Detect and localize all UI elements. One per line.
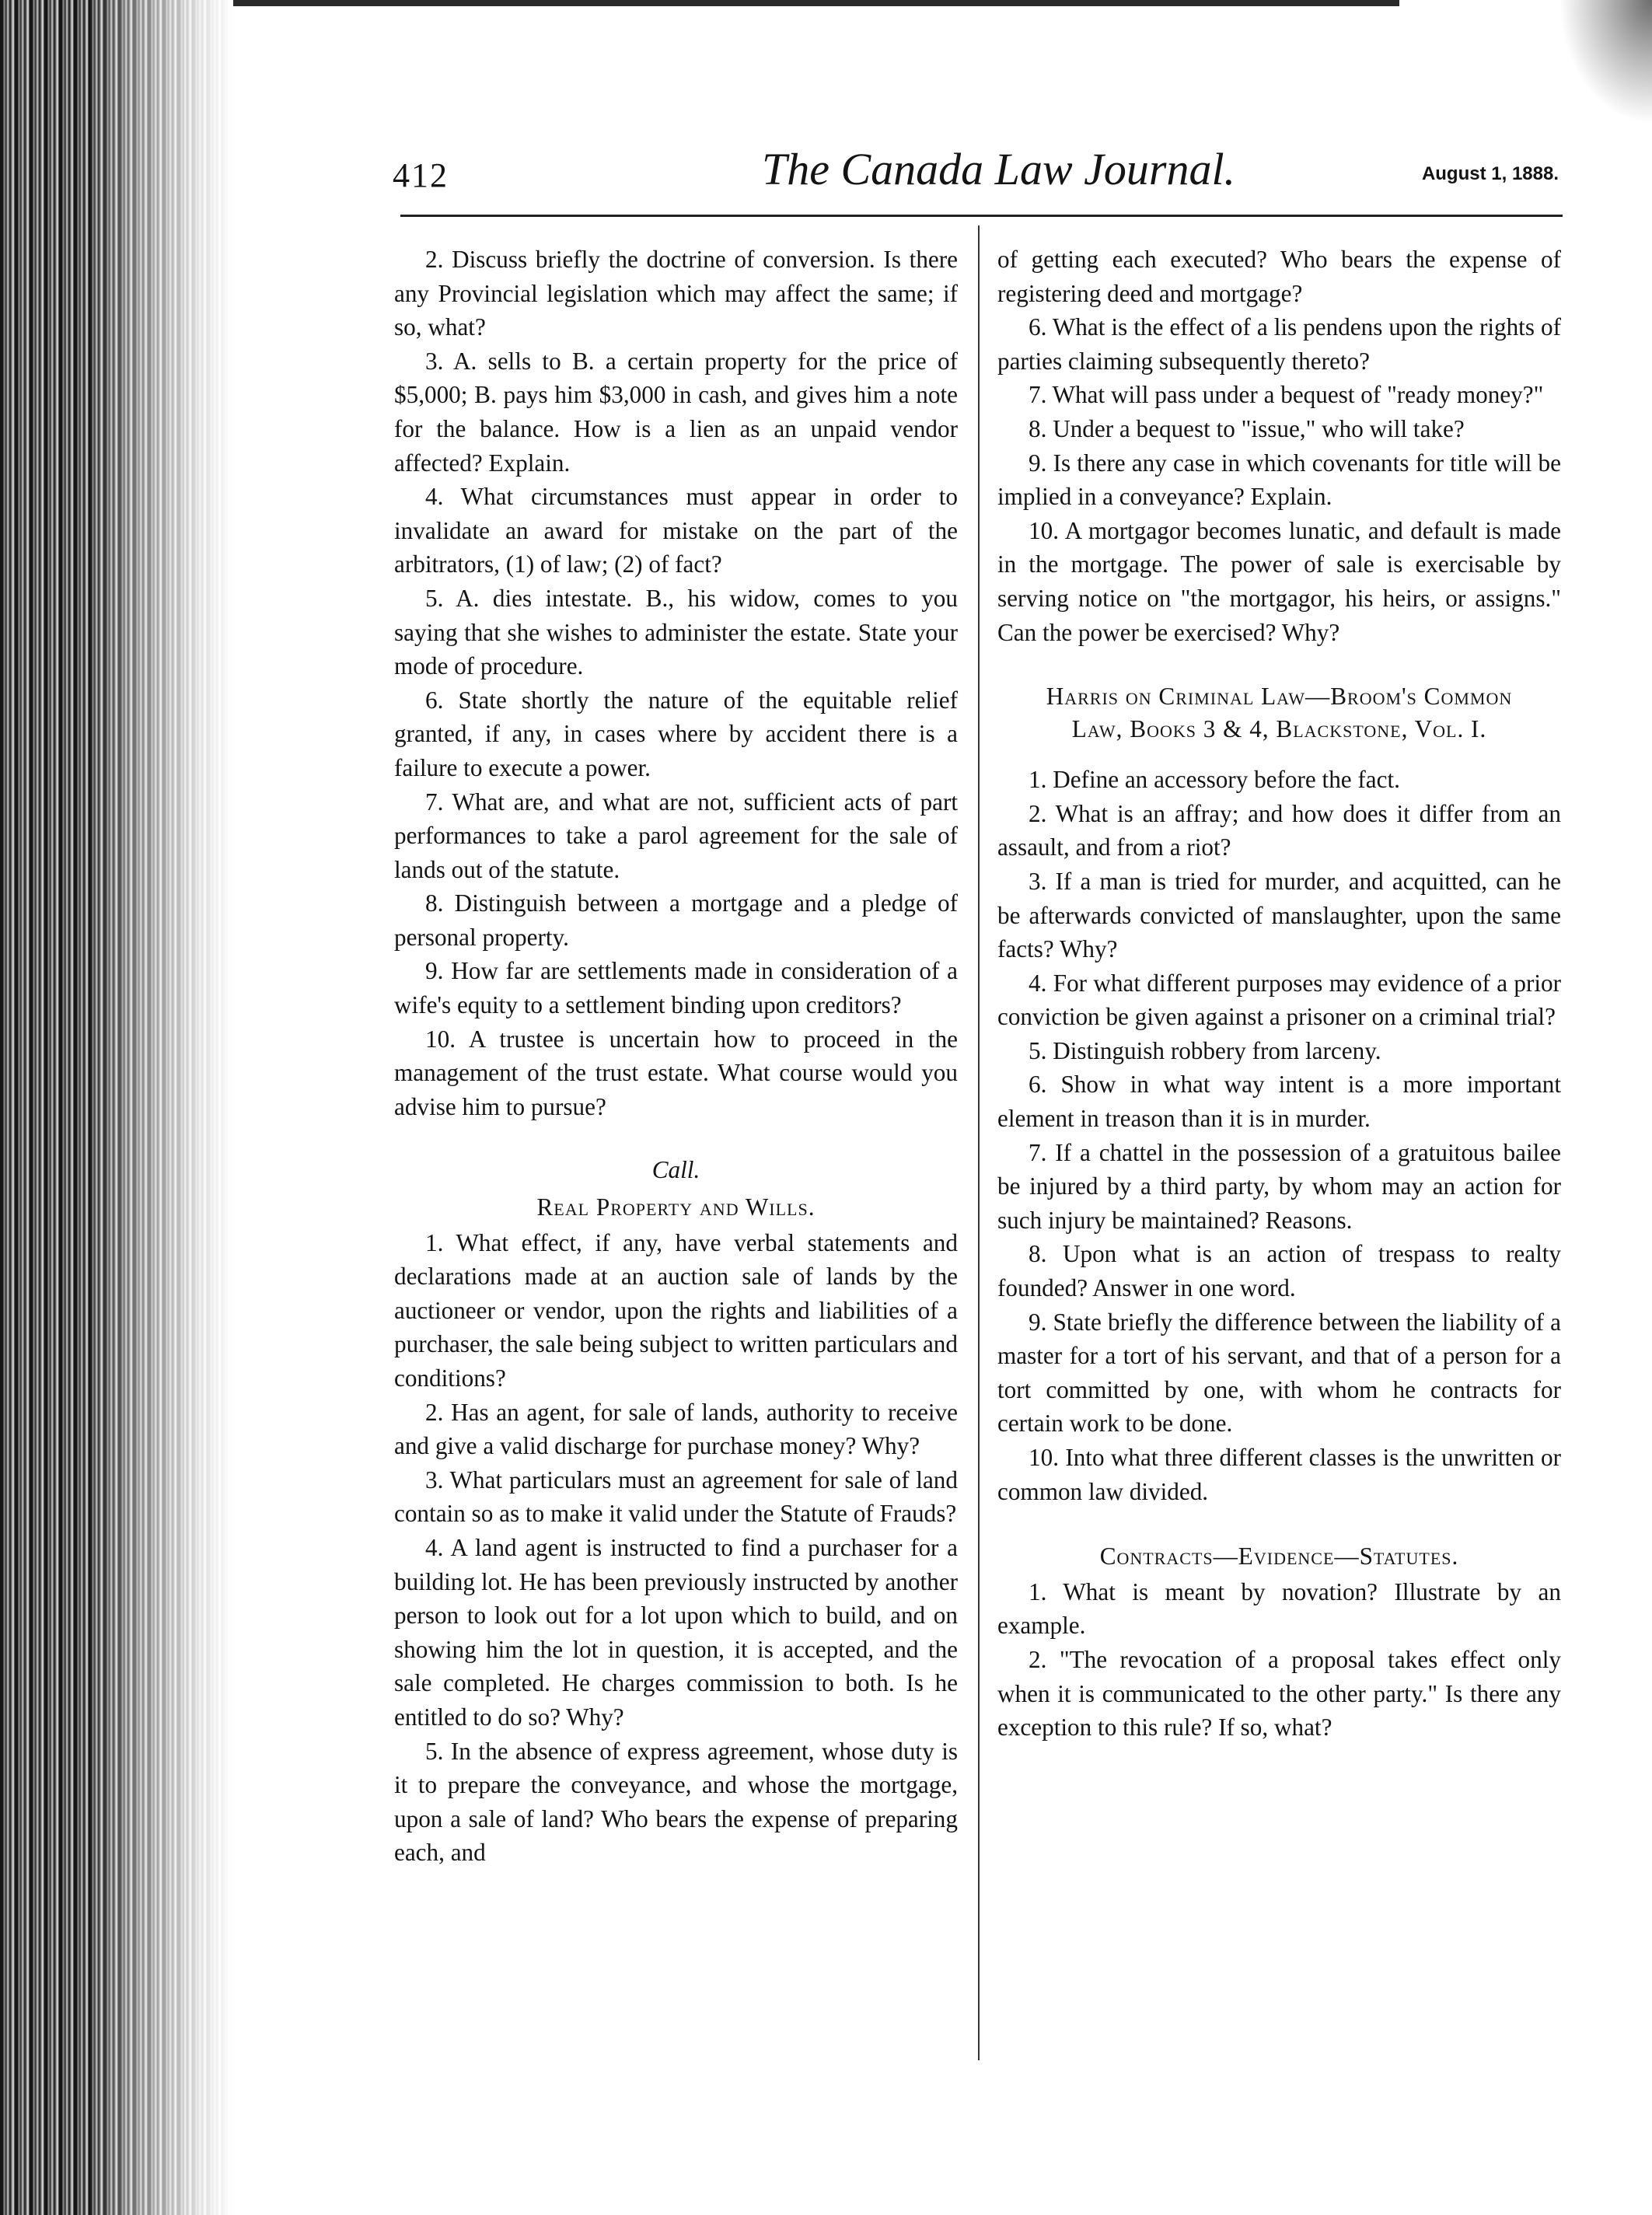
question-paragraph: 10. Into what three different classes is the unwritten or common law divided. [997, 1444, 1561, 1505]
question-paragraph: 6. Show in what way intent is a more important element in treason than it is in murder. [997, 1071, 1561, 1133]
question-paragraph: 5. In the absence of express agreement, whose duty is it to prepare the conveyance, and whose the mortgage, upon a sale of land? Who bears the expense of preparing each, and [394, 1737, 958, 1867]
question-paragraph: 9. Is there any case in which covenants for title will be implied in a conveyance? Explain. [997, 449, 1561, 511]
question-paragraph: 7. What are, and what are not, sufficient acts of part performances to take a parol agreement for the sale of lands out of the statute. [394, 788, 958, 883]
journal-title: The Canada Law Journal. [762, 144, 1236, 194]
page-number: 412 [393, 156, 449, 194]
page-corner-shadow [1559, 0, 1652, 124]
question-paragraph: 2. Has an agent, for sale of lands, authority to receive and give a valid discharge for purchase money? Why? [394, 1398, 958, 1460]
question-paragraph: 3. What particulars must an agreement for sale of land contain so as to make it valid under the Statute of Frauds? [394, 1466, 958, 1528]
question-paragraph: 4. For what different purposes may evidence of a prior conviction be given against a prisoner on a criminal trial? [997, 969, 1561, 1031]
section-heading-criminal-law: Harris on Criminal Law—Broom's Common Law, Books 3 & 4, Blackstone, Vol. I. [1046, 683, 1513, 743]
page-header [393, 140, 1559, 210]
question-paragraph: 9. State briefly the difference between the liability of a master for a tort of his servant, and that of a person for a tort committed by one, with whom he contracts for certain work to be done. [997, 1308, 1561, 1438]
page-top-edge [233, 0, 1399, 6]
question-paragraph: 1. What is meant by novation? Illustrate by an example. [997, 1577, 1561, 1640]
question-paragraph: 2. "The revocation of a proposal takes effect only when it is communicated to the other party." Is there any exception to this rule? If so, what? [997, 1645, 1561, 1742]
issue-date: August 1, 1888. [1421, 163, 1559, 184]
question-paragraph: 3. A. sells to B. a certain property for the price of $5,000; B. pays him $3,000 in cash, and gives him a note for the balance. How is a lien as an unpaid vendor affected? Explain. [394, 347, 958, 477]
right-column [997, 243, 1561, 1745]
column-divider [978, 225, 980, 2060]
question-paragraph: 6. State shortly the nature of the equitable relief granted, if any, in cases where by accident there is a failure to execute a power. [394, 686, 958, 781]
question-paragraph: 7. If a chattel in the possession of a gratuitous bailee be injured by a third party, by whom may an action for such injury be maintained? Reasons. [997, 1138, 1561, 1234]
question-paragraph: 4. What circumstances must appear in order to invalidate an award for mistake on the part of the arbitrators, (1) of law; (2) of fact? [394, 483, 958, 578]
question-paragraph: 4. A land agent is instructed to find a purchaser for a building lot. He has been previously instructed by another person to look out for a lot upon which to build, and on showing him the lot in question, it is accepted, and the sale completed. He charges commission to both. Is he entitled to do so? Why? [394, 1533, 958, 1731]
left-column [394, 243, 958, 1870]
call-heading: Call. [651, 1156, 700, 1184]
question-paragraph: 3. If a man is tried for murder, and acquitted, can he be afterwards convicted of manslaughter, upon the same facts? Why? [997, 867, 1561, 963]
question-paragraph: 9. How far are settlements made in consideration of a wife's equity to a settlement binding upon creditors? [394, 957, 958, 1019]
question-paragraph: 8. Upon what is an action of trespass to realty founded? Answer in one word. [997, 1240, 1561, 1302]
question-paragraph: 5. A. dies intestate. B., his widow, comes to you saying that she wishes to administer the estate. State your mode of procedure. [394, 584, 958, 680]
question-paragraph: 2. What is an affray; and how does it differ from an assault, and from a riot? [997, 799, 1561, 861]
question-paragraph: 6. What is the effect of a lis pendens upon the rights of parties claiming subsequently thereto? [997, 313, 1561, 375]
section-heading-contracts: Contracts—Evidence—Statutes. [1099, 1542, 1459, 1570]
book-spine-shadow [0, 0, 233, 2215]
question-paragraph: 2. Discuss briefly the doctrine of conversion. Is there any Provincial legislation which may affect the same; if so, what? [394, 246, 958, 341]
question-paragraph: 10. A trustee is uncertain how to proceed in the management of the trust estate. What course would you advise him to pursue? [394, 1025, 958, 1120]
section-heading-real-property: Real Property and Wills. [536, 1193, 816, 1221]
question-paragraph: 8. Distinguish between a mortgage and a pledge of personal property. [394, 889, 958, 951]
header-rule [400, 215, 1563, 217]
continued-paragraph: of getting each executed? Who bears the expense of registering deed and mortgage? [997, 246, 1561, 307]
question-paragraph: 10. A mortgagor becomes lunatic, and default is made in the mortgage. The power of sale is exercisable by serving notice on "the mortgagor, his heirs, or assigns." Can the power be exercised? Why? [997, 516, 1561, 646]
question-paragraph: 1. Define an accessory before the fact. [1029, 766, 1400, 794]
question-paragraph: 1. What effect, if any, have verbal statements and declarations made at an auction sale of lands by the auctioneer or vendor, upon the rights and liabilities of a purchaser, the sale being subject to written particulars and conditions? [394, 1228, 958, 1392]
question-paragraph: 5. Distinguish robbery from larceny. [1029, 1036, 1381, 1064]
question-paragraph: 7. What will pass under a bequest of "ready money?" [1029, 381, 1544, 409]
question-paragraph: 8. Under a bequest to "issue," who will take? [1029, 414, 1465, 442]
